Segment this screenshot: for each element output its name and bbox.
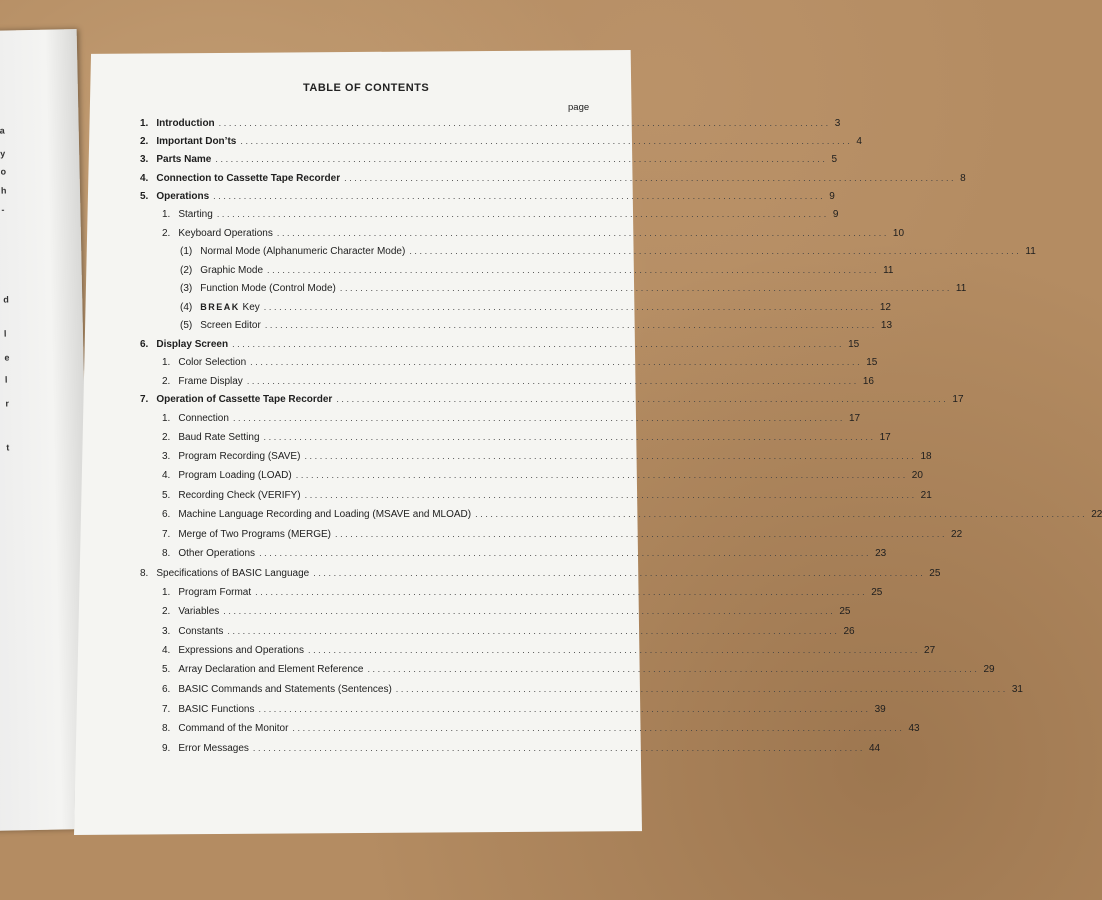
toc-entry [162, 704, 886, 718]
toc-entry-number: 9. [162, 743, 171, 754]
toc-entry [162, 490, 932, 504]
toc-container [74, 50, 1102, 835]
toc-entry-page: 17 [952, 394, 964, 405]
toc-entry-number: (5) [180, 320, 193, 331]
toc-entry-number: 8. [140, 568, 149, 579]
toc-entry [162, 587, 883, 601]
dot-leader: ........................................................................................................................ [339, 283, 952, 293]
toc-entry [162, 606, 851, 620]
dot-leader: ........................................................................................................................ [367, 664, 980, 674]
toc-entry-page: 15 [866, 357, 878, 368]
dot-leader: ........................................................................................................................ [252, 743, 865, 753]
toc-entry [140, 173, 966, 187]
dot-leader: ........................................................................................................................ [215, 154, 828, 164]
toc-entry-title: Program Recording (SAVE) [178, 451, 301, 462]
dot-leader: ........................................................................................................................ [395, 684, 1008, 694]
toc-entry-number: (2) [180, 265, 193, 276]
toc-entry-title: Operation of Cassette Tape Recorder [156, 394, 333, 405]
dot-leader: ........................................................................................................................ [259, 548, 872, 558]
toc-entry [162, 529, 963, 543]
toc-entry [162, 209, 839, 223]
left-page-text-fragment: e [4, 352, 10, 363]
toc-entry-number: 6. [162, 509, 171, 520]
toc-entry-title: Display Screen [156, 339, 229, 350]
toc-entry [180, 320, 893, 334]
dot-leader: ........................................................................................................................ [292, 723, 905, 733]
toc-entry-title: Merge of Two Programs (MERGE) [178, 529, 331, 540]
toc-entry-title: Parts Name [156, 154, 212, 165]
dot-leader: ........................................................................................................................ [250, 357, 863, 367]
dot-leader: ........................................................................................................................ [218, 118, 831, 128]
toc-entry-number: 1. [162, 357, 171, 368]
toc-entry [180, 283, 967, 297]
toc-entry-title: Normal Mode (Alphanumeric Character Mode) [200, 246, 406, 257]
dot-leader: ........................................................................................................................ [263, 432, 876, 442]
toc-entry-number: 8. [162, 723, 171, 734]
toc-entry [162, 645, 936, 659]
page-column-header: page [568, 102, 590, 113]
toc-entry [162, 432, 891, 446]
toc-entry [140, 568, 941, 582]
dot-leader: ........................................................................................................................ [263, 302, 876, 312]
toc-entry-page: 11 [883, 265, 894, 276]
toc-entry-page: 12 [879, 302, 891, 313]
toc-entry-title: Error Messages [178, 743, 249, 754]
toc-entry-title: Program Loading (LOAD) [178, 470, 292, 481]
left-page-text-fragment: l [4, 374, 8, 385]
toc-entry-number: 7. [162, 704, 171, 715]
toc-entry-title [200, 302, 260, 313]
dot-leader: ........................................................................................................................ [276, 228, 889, 238]
toc-entry-number: 7. [140, 394, 149, 405]
left-page-text-fragment: - [1, 204, 5, 215]
toc-entry-title: Recording Check (VERIFY) [178, 490, 301, 501]
toc-entry [162, 228, 905, 242]
toc-entry-number: 4. [140, 173, 149, 184]
toc-entry-title: Introduction [156, 118, 215, 129]
toc-entry-page: 25 [839, 606, 851, 617]
dot-leader: ........................................................................................................................ [344, 173, 957, 183]
toc-entry [162, 357, 878, 371]
dot-leader: ........................................................................................................................ [216, 209, 829, 219]
toc-entry-title: Keyboard Operations [178, 228, 273, 239]
toc-entry [162, 723, 920, 737]
dot-leader: ........................................................................................................................ [334, 529, 948, 539]
toc-entry-number: 1. [162, 413, 171, 424]
toc-entry-title: Variables [178, 606, 220, 617]
left-page-text-fragment: a [0, 125, 5, 136]
toc-entry-page: 17 [849, 413, 861, 424]
dot-leader: ........................................................................................................................ [304, 451, 917, 461]
toc-entry-page: 39 [874, 704, 886, 715]
dot-leader: ........................................................................................................................ [336, 394, 949, 404]
toc-entry-page: 11 [1025, 246, 1036, 257]
toc-entry-page: 26 [843, 626, 855, 637]
toc-entry-page: 25 [929, 568, 941, 579]
dot-leader: ........................................................................................................................ [232, 413, 845, 423]
toc-entry-number: 5. [140, 191, 149, 202]
toc-entry [162, 626, 855, 640]
toc-entry [162, 470, 923, 484]
toc-entry-number: 3. [162, 451, 171, 462]
toc-entry-title: Constants [178, 626, 224, 637]
toc-entry-title: Expressions and Operations [178, 645, 304, 656]
toc-entry-title: Connection [178, 413, 229, 424]
break-key-label: BREAK [200, 302, 240, 312]
left-page-text-fragment: y [0, 148, 6, 159]
toc-entry-title: Operations [156, 191, 210, 202]
left-page-text-fragment: r [5, 398, 10, 409]
toc-entry-number: 3. [140, 154, 149, 165]
toc-entry-page: 13 [880, 320, 893, 331]
toc-entry-title: Connection to Cassette Tape Recorder [156, 173, 341, 184]
left-page-text-fragment: d [3, 294, 9, 305]
toc-entry-number: 2. [162, 376, 171, 387]
toc-entry-page: 10 [892, 228, 905, 239]
toc-entry-page: 23 [875, 548, 887, 559]
toc-entry-number: 1. [140, 118, 149, 129]
toc-entry [140, 339, 860, 353]
toc-entry [162, 664, 995, 678]
toc-entry [162, 376, 874, 390]
toc-entry-number: (1) [180, 246, 193, 257]
toc-entry-page: 3 [834, 118, 841, 129]
toc-entry-title: Function Mode (Control Mode) [200, 283, 336, 294]
toc-entry-number: 2. [162, 228, 171, 239]
toc-entry-number: 6. [162, 684, 171, 695]
dot-leader: ........................................................................................................................ [240, 136, 853, 146]
dot-leader: ........................................................................................................................ [223, 606, 836, 616]
toc-entry-page: 9 [832, 209, 839, 220]
toc-entry [162, 413, 861, 427]
dot-leader: ........................................................................................................................ [313, 568, 926, 578]
left-page-text-fragment: l [3, 328, 7, 339]
toc-entry-number: 3. [162, 626, 171, 637]
toc-entry-title: BASIC Functions [178, 704, 255, 715]
toc-entry-page: 21 [920, 490, 932, 501]
dot-leader: ........................................................................................................................ [307, 645, 921, 655]
toc-entry-title: Command of the Monitor [178, 723, 289, 734]
left-page-text-fragment: h [0, 185, 7, 196]
toc-entry-number: 4. [162, 645, 171, 656]
toc-entry [162, 509, 1102, 523]
toc-entry-title: Specifications of BASIC Language [156, 568, 310, 579]
toc-entry-page: 29 [983, 664, 995, 675]
toc-entry [140, 118, 841, 132]
toc-entry-number: (4) [180, 302, 193, 313]
toc-entry-page: 27 [924, 645, 936, 656]
toc-entry-page: 31 [1011, 684, 1023, 695]
dot-leader: ........................................................................................................................ [475, 509, 1088, 519]
toc-entry-title: Other Operations [178, 548, 256, 559]
toc-entry-number: 1. [162, 587, 171, 598]
toc-entry-page: 22 [1091, 509, 1102, 520]
toc-entry-title: Machine Language Recording and Loading (MSAVE and MLOAD) [178, 509, 472, 520]
dot-leader: ........................................................................................................................ [213, 191, 826, 201]
toc-entry-page: 9 [829, 191, 835, 202]
toc-entry-page: 8 [960, 173, 966, 184]
toc-entry-number: 2. [162, 606, 171, 617]
toc-entry-title: Array Declaration and Element Reference [178, 664, 364, 675]
toc-entry-title: Frame Display [178, 376, 243, 387]
toc-entry [140, 191, 835, 205]
toc-entry-number: 1. [162, 209, 171, 220]
page-title: TABLE OF CONTENTS [303, 82, 430, 94]
dot-leader: ........................................................................................................................ [227, 626, 840, 636]
toc-entry-number: 5. [162, 664, 171, 675]
toc-entry-page: 17 [879, 432, 891, 443]
toc-entry-title: BASIC Commands and Statements (Sentences) [178, 684, 392, 695]
toc-entry-title: Starting [178, 209, 213, 220]
toc-entry-page: 5 [831, 154, 837, 165]
toc-entry-title-text: Key [242, 302, 260, 313]
toc-entry [180, 246, 1036, 260]
toc-entry [162, 743, 881, 757]
toc-entry-number: 2. [162, 432, 171, 443]
toc-entry [162, 548, 887, 562]
toc-entry [162, 684, 1023, 698]
toc-entry [140, 394, 964, 408]
toc-entry-title: Screen Editor [200, 320, 261, 331]
toc-entry-page: 20 [911, 470, 923, 481]
toc-entry-number: 7. [162, 529, 171, 540]
toc-entry-page: 43 [908, 723, 920, 734]
toc-entry-page: 15 [848, 339, 860, 350]
toc-entry-page: 11 [955, 283, 967, 294]
toc-entry-number: 2. [140, 136, 149, 147]
dot-leader: ........................................................................................................................ [255, 587, 868, 597]
toc-entry [140, 154, 837, 168]
toc-entry [162, 451, 932, 465]
toc-entry-number: 4. [162, 470, 171, 481]
left-page-text-fragment: o [0, 166, 7, 177]
toc-entry-title: Color Selection [178, 357, 247, 368]
dot-leader: ........................................................................................................................ [409, 246, 1022, 256]
toc-entry [180, 265, 894, 279]
toc-entry-page: 25 [871, 587, 883, 598]
toc-entry-number: 5. [162, 490, 171, 501]
dot-leader: ........................................................................................................................ [304, 490, 917, 500]
toc-entry [180, 302, 891, 316]
left-page-text-fragment: t [6, 442, 10, 453]
dot-leader: ........................................................................................................................ [232, 339, 845, 349]
toc-entry [140, 136, 862, 150]
toc-entry-page: 22 [951, 529, 963, 540]
dot-leader: ........................................................................................................................ [264, 320, 877, 330]
dot-leader: ........................................................................................................................ [246, 376, 859, 386]
dot-leader: ........................................................................................................................ [258, 704, 871, 714]
toc-entry-page: 18 [920, 451, 932, 462]
toc-entry-title: Graphic Mode [200, 265, 264, 276]
toc-entry-page: 4 [856, 136, 862, 147]
toc-entry-title: Important Don’ts [156, 136, 237, 147]
dot-leader: ........................................................................................................................ [295, 470, 908, 480]
toc-entry-number: 8. [162, 548, 171, 559]
dot-leader: ........................................................................................................................ [267, 265, 880, 275]
toc-entry-title: Program Format [178, 587, 252, 598]
toc-entry-page: 16 [862, 376, 874, 387]
toc-entry-page: 44 [868, 743, 881, 754]
toc-entry-number: (3) [180, 283, 193, 294]
toc-entry-number: 6. [140, 339, 149, 350]
toc-entry-title: Baud Rate Setting [178, 432, 260, 443]
